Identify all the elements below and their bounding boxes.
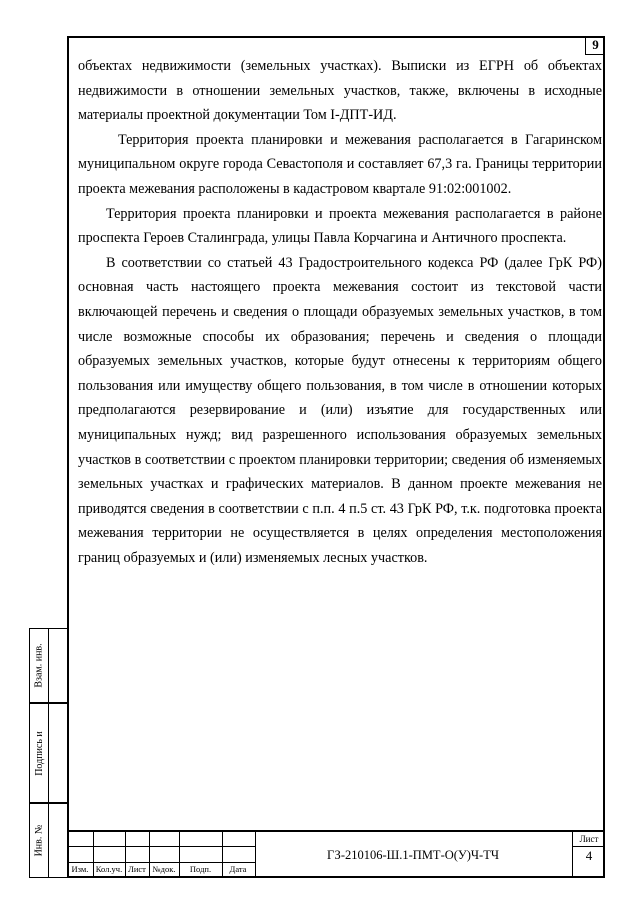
- header-podp: Подп.: [189, 864, 212, 874]
- side-cell-podpis: [29, 703, 69, 803]
- title-block: [67, 830, 605, 878]
- side-label-vzam: Взам. инв.: [33, 643, 45, 688]
- header-data: Дата: [229, 864, 247, 874]
- paragraph: Территория проекта планировки и межевания располагается в Гагаринском муниципальном округе города Севастополя и составляет 67,3 га. Границы территории проекта межевания расположены в кадастровом квартале 91:02:001002.: [78, 131, 602, 197]
- page-number: 9: [585, 36, 605, 55]
- paragraph: объектах недвижимости (земельных участках). Выписки из ЕГРН об объектах недвижимости в отношении земельных участков, также, включены в исходные материалы проектной документации Том I-ДПТ-ИД.: [78, 58, 602, 124]
- header-izm: Изм.: [71, 864, 89, 874]
- paragraph: В соответствии со статьей 43 Градостроительного кодекса РФ (далее ГрК РФ) основная часть настоящего проекта межевания состоит из текстовой части включающей перечень и сведения о площади образуемых земельных участков, в том числе возможные способы их образования; перечень и сведения о площади образуемых земельных участков, которые будут отнесены к территориям общего пользования или имуществу общего пользования, в том числе в отношении которых предполагаются резервирование и (или) изъятие для государственных или муниципальных нужд; вид разрешенного использования образуемых земельных участков в соответствии с проектом планировки территории; сведения об изменяемых земельных участках и графических материалов. В данном проекте межевания не приводятся сведения в соответствии с п.п. 4 п.5 ст. 43 ГрК РФ, т.к. подготовка проекта межевания территории не осуществляется в целях определения местоположения границ образуемых и (или) изменяемых лесных участков.: [78, 254, 602, 566]
- side-label-podpis: Подпись и: [33, 730, 45, 776]
- sheet-number: 4: [585, 848, 593, 863]
- sheet-label: Лист: [573, 832, 605, 847]
- paragraph: Территория проекта планировки и проекта межевания располагается в районе проспекта Героев Сталинграда, улицы Павла Корчагина и Античного проспекта.: [78, 205, 602, 247]
- side-label-inv: Инв. №: [33, 824, 45, 857]
- side-cell-inv: [29, 803, 69, 878]
- document-code: ГЗ-210106-Ш.1-ПМТ-О(У)Ч-ТЧ: [327, 847, 499, 862]
- header-list: Лист: [128, 864, 146, 874]
- revision-table: [67, 832, 256, 878]
- side-cell-vzam: [29, 628, 69, 703]
- document-body: [78, 54, 602, 570]
- sheet-cell: [572, 832, 605, 878]
- header-doc-num: №док.: [152, 864, 176, 874]
- header-kol-uch: Кол.уч.: [95, 864, 123, 874]
